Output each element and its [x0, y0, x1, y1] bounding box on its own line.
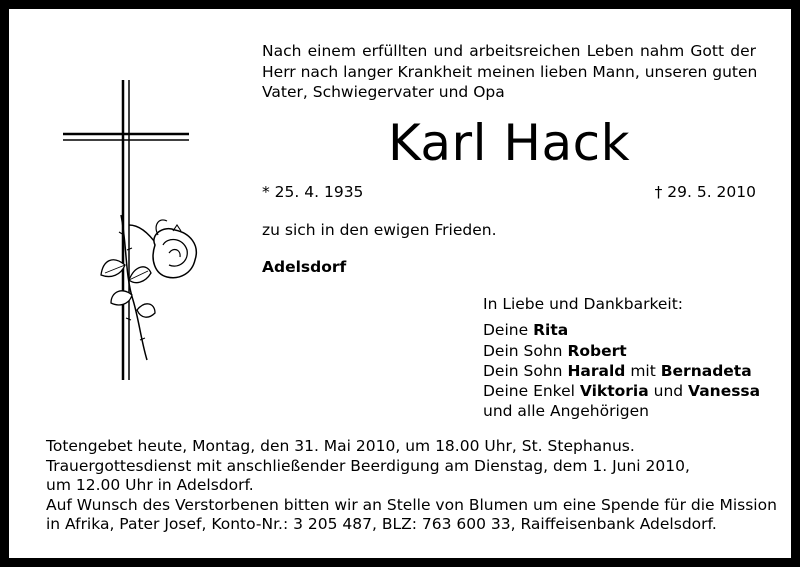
mourner-line: und alle Angehörigen — [483, 402, 649, 421]
mourners-list — [483, 294, 760, 422]
mourner-connector: mit — [625, 361, 661, 380]
footer-line: Totengebet heute, Montag, den 31. Mai 2010, um 18.00 Uhr, St. Stephanus. — [46, 437, 635, 455]
mourner-name: Rita — [533, 321, 569, 340]
mourner-line — [483, 341, 760, 361]
mourner-name: Bernadeta — [660, 361, 752, 380]
footer-line: in Afrika, Pater Josef, Konto-Nr.: 3 205 487, BLZ: 763 600 33, Raiffeisenbank Adelsdorf. — [46, 515, 717, 533]
footer-line: um 12.00 Uhr in Adelsdorf. — [46, 476, 254, 494]
peace-text: zu sich in den ewigen Frieden. — [262, 221, 497, 239]
service-details — [46, 437, 777, 535]
mourner-line — [483, 381, 760, 401]
mourner-relation: Dein Sohn — [483, 341, 568, 360]
mourner-relation: Deine — [483, 321, 534, 340]
mourner-name: Harald — [567, 361, 626, 380]
mourner-connector: und — [648, 382, 689, 401]
mourners-heading: In Liebe und Dankbarkeit: — [483, 295, 684, 313]
intro-paragraph — [262, 41, 756, 103]
intro-line: Nach einem erfüllten und arbeitsreichen Leben nahm Gott der — [262, 42, 756, 60]
mourner-name: Vanessa — [688, 382, 761, 401]
intro-line: Herr nach langer Krankheit meinen lieben Mann, unseren guten — [262, 62, 758, 81]
mourner-name: Viktoria — [579, 382, 649, 401]
footer-line: Auf Wunsch des Verstorbenen bitten wir an Stelle von Blumen um eine Spende für die Mission — [46, 495, 777, 514]
birth-date: * 25. 4. 1935 — [262, 183, 364, 201]
death-date: † 29. 5. 2010 — [654, 183, 756, 201]
mourner-line — [483, 361, 760, 381]
mourner-relation: Dein Sohn — [483, 361, 568, 380]
mourner-line — [483, 320, 760, 340]
cross-with-rose-icon — [55, 75, 205, 385]
mourner-name: Robert — [567, 341, 627, 360]
deceased-name: Karl Hack — [388, 114, 631, 172]
place-name: Adelsdorf — [262, 258, 347, 276]
mourner-relation: Deine Enkel — [483, 382, 580, 401]
intro-line: Vater, Schwiegervater und Opa — [262, 83, 505, 101]
footer-line: Trauergottesdienst mit anschließender Beerdigung am Dienstag, dem 1. Juni 2010, — [46, 456, 690, 475]
